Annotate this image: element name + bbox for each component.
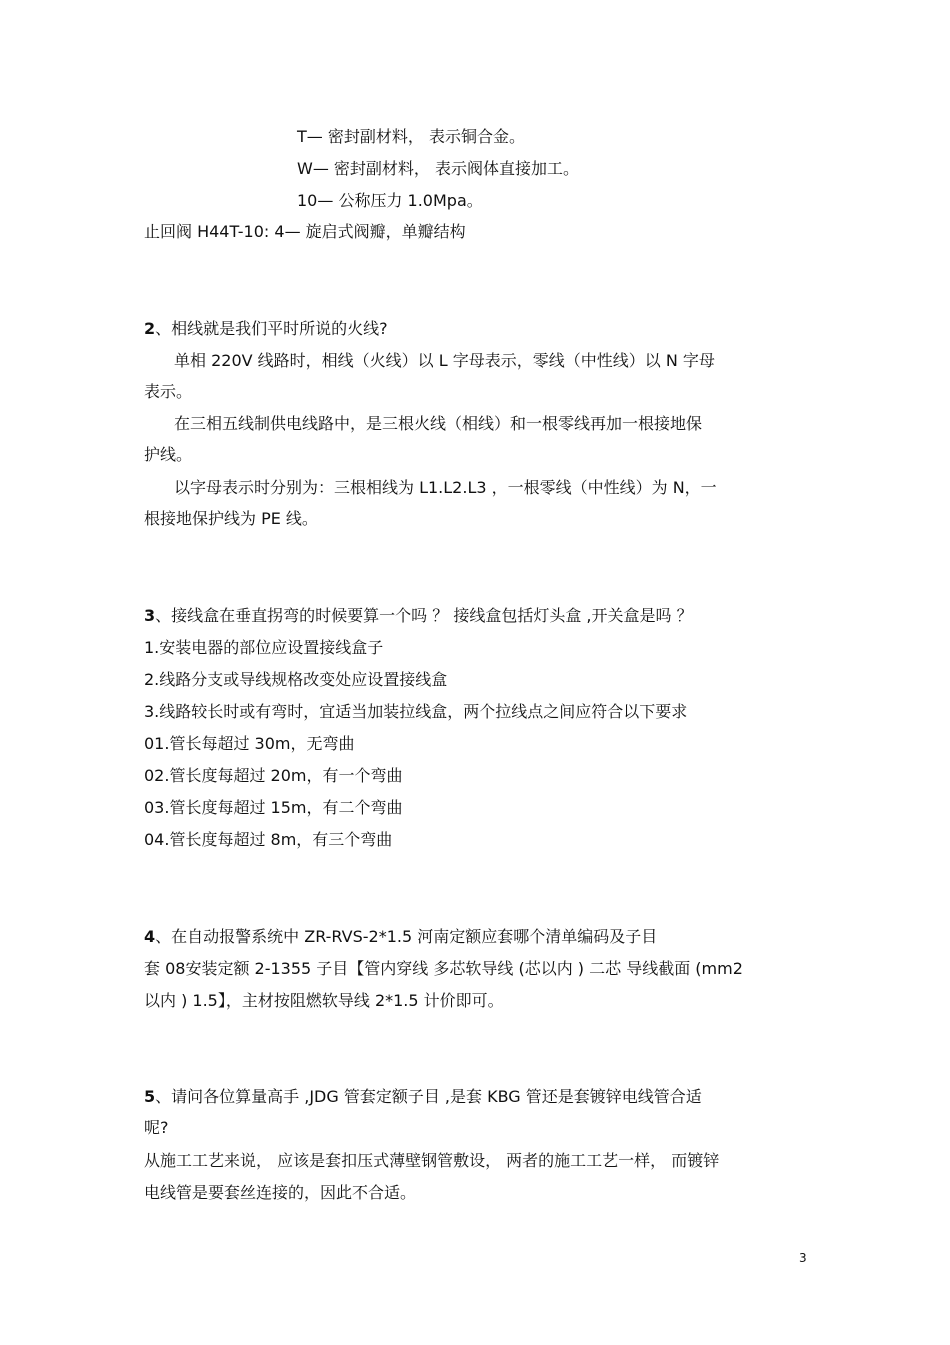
q2-paragraph-2: 在三相五线制供电线路中，是三根火线（相线）和一根零线再加一根接地保 xyxy=(174,414,703,433)
q3-answer-7: 04.管长度每超过 8m，有三个弯曲 xyxy=(144,830,393,849)
valve-line-t: T— 密封副材料， 表示铜合金。 xyxy=(297,127,525,146)
question-2-title xyxy=(144,318,388,340)
q2-paragraph-1-cont: 表示。 xyxy=(144,382,193,401)
valve-line-check-valve: 止回阀 H44T-10: 4— 旋启式阀瓣，单瓣结构 xyxy=(144,222,466,241)
q3-answer-1: 1.安装电器的部位应设置接线盒子 xyxy=(144,638,384,657)
question-3-title xyxy=(144,605,693,627)
question-5-title-cont: 呢? xyxy=(144,1118,169,1137)
page-number: 3 xyxy=(799,1251,807,1265)
question-5-title xyxy=(144,1086,702,1108)
q5-answer-2: 电线管是要套丝连接的，因此不合适。 xyxy=(144,1183,417,1202)
q3-answer-5: 02.管长度每超过 20m，有一个弯曲 xyxy=(144,766,403,785)
question-4-title xyxy=(144,926,657,948)
q3-answer-4: 01.管长每超过 30m，无弯曲 xyxy=(144,734,355,753)
question-text: 、在自动报警系统中 ZR-RVS-2*1.5 河南定额应套哪个清单编码及子目 xyxy=(155,927,658,946)
question-text: 、请问各位算量高手 ,JDG 管套定额子目 ,是套 KBG 管还是套镀锌电线管合适 xyxy=(155,1087,702,1106)
q2-paragraph-1: 单相 220V 线路时，相线（火线）以 L 字母表示，零线（中性线）以 N 字母 xyxy=(174,351,715,370)
valve-line-w: W— 密封副材料， 表示阀体直接加工。 xyxy=(297,159,579,178)
q5-answer-1: 从施工工艺来说， 应该是套扣压式薄壁钢管敷设， 两者的施工工艺一样， 而镀锌 xyxy=(144,1151,720,1170)
q2-paragraph-2-cont: 护线。 xyxy=(144,445,193,464)
q2-paragraph-3: 以字母表示时分别为：三根相线为 L1.L2.L3 ，一根零线（中性线）为 N，一 xyxy=(174,478,717,497)
valve-line-pressure: 10— 公称压力 1.0Mpa。 xyxy=(297,191,483,210)
q4-answer-2: 以内 ) 1.5】，主材按阻燃软导线 2*1.5 计价即可。 xyxy=(144,991,504,1010)
q4-answer-1: 套 08安装定额 2-1355 子目【管内穿线 多芯软导线 (芯以内 ) 二芯 导线截面 (mm2 xyxy=(144,959,743,978)
q3-answer-6: 03.管长度每超过 15m，有二个弯曲 xyxy=(144,798,403,817)
q3-answer-2: 2.线路分支或导线规格改变处应设置接线盒 xyxy=(144,670,448,689)
question-text: 、相线就是我们平时所说的火线? xyxy=(155,319,388,338)
question-number: 5 xyxy=(144,1087,156,1106)
question-text: 、接线盒在垂直拐弯的时候要算一个吗 ？ 接线盒包括灯头盒 ,开关盒是吗 ？ xyxy=(155,606,693,625)
question-number: 3 xyxy=(144,606,156,625)
question-number: 4 xyxy=(144,927,156,946)
question-number: 2 xyxy=(144,319,156,338)
q2-paragraph-3-cont: 根接地保护线为 PE 线。 xyxy=(144,509,318,528)
q3-answer-3: 3.线路较长时或有弯时，宜适当加装拉线盒，两个拉线点之间应符合以下要求 xyxy=(144,702,688,721)
